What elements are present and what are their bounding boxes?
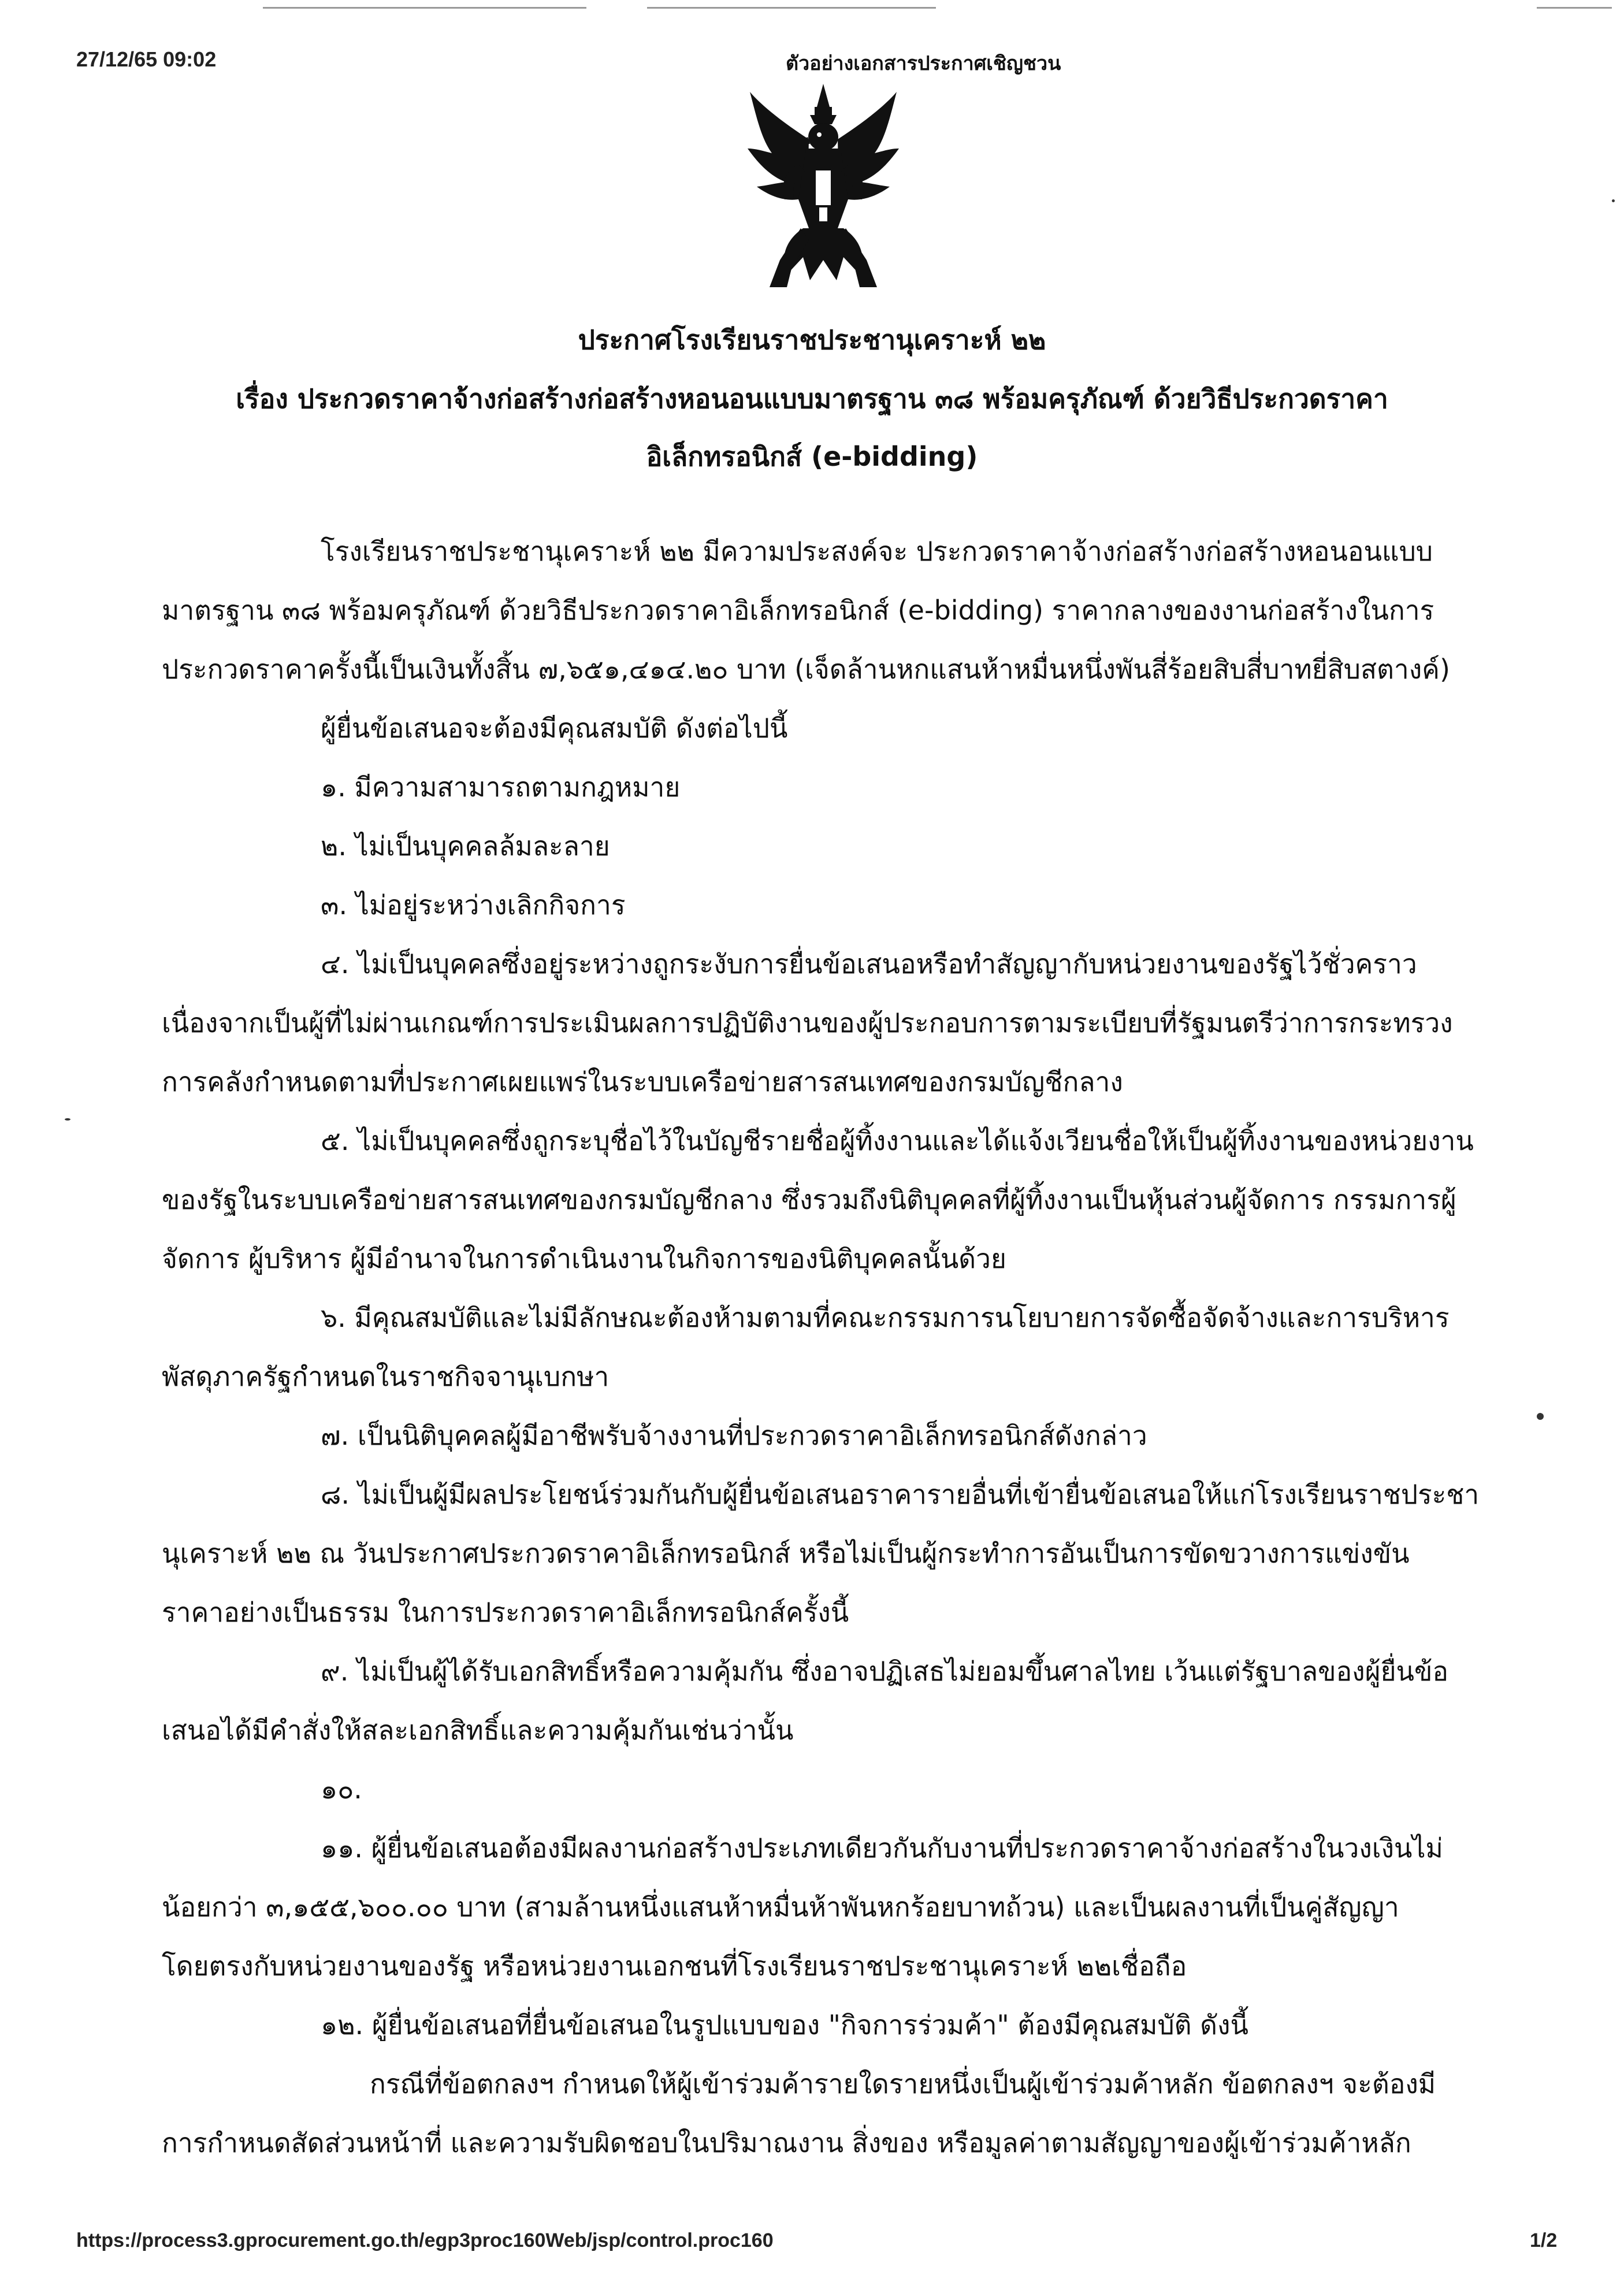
qualification-item: ๙. ไม่เป็นผู้ได้รับเอกสิทธิ์หรือความคุ้มกัน ซึ่งอาจปฏิเสธไม่ยอมขึ้นศาลไทย เว้นแต่รัฐบาลของผู้ยื่นข้อ xyxy=(321,1656,1449,1687)
qualification-item-cont: น้อยกว่า ๓,๑๕๕,๖๐๐.๐๐ บาท (สามล้านหนึ่งแสนห้าหมื่นห้าพันหกร้อยบาทถ้วน) และเป็นผลงานที่เป็นคู่สัญญา xyxy=(162,1891,1399,1923)
announcement-subject: เรื่อง ประกวดราคาจ้างก่อสร้างก่อสร้างหอนอนแบบมาตรฐาน ๓๘ พร้อมครุภัณฑ์ ด้วยวิธีประกวดราคา xyxy=(236,383,1388,414)
qualification-item-cont: นุเคราะห์ ๒๒ ณ วันประกาศประกวดราคาอิเล็กทรอนิกส์ หรือไม่เป็นผู้กระทำการอันเป็นการขัดขวางการแข่งขัน xyxy=(162,1538,1410,1569)
sample-document-label: ตัวอย่างเอกสารประกาศเชิญชวน xyxy=(786,52,1061,75)
qualification-item: ๓. ไม่อยู่ระหว่างเลิกกิจการ xyxy=(321,889,626,921)
announcement-subject-cont: อิเล็กทรอนิกส์ (e-bidding) xyxy=(646,441,978,472)
intro-line: มาตรฐาน ๓๘ พร้อมครุภัณฑ์ ด้วยวิธีประกวดราคาอิเล็กทรอนิกส์ (e-bidding) ราคากลางของงานก่อสร้างในการ xyxy=(162,595,1435,626)
qualification-item: ๖. มีคุณสมบัติและไม่มีลักษณะต้องห้ามตามที่คณะกรรมการนโยบายการจัดซื้อจัดจ้างและการบริหาร xyxy=(321,1302,1450,1333)
qualification-item: ๑. มีความสามารถตามกฎหมาย xyxy=(321,771,681,803)
qualification-item: ๑๒. ผู้ยื่นข้อเสนอที่ยื่นข้อเสนอในรูปแบบของ "กิจการร่วมค้า" ต้องมีคุณสมบัติ ดังนี้ xyxy=(321,2009,1248,2041)
announcement-title: ประกาศโรงเรียนราชประชานุเคราะห์ ๒๒ xyxy=(578,324,1046,355)
qualification-item: ๗. เป็นนิติบุคคลผู้มีอาชีพรับจ้างงานที่ประกวดราคาอิเล็กทรอนิกส์ดังกล่าว xyxy=(321,1420,1147,1451)
qualification-item: ๑๑. ผู้ยื่นข้อเสนอต้องมีผลงานก่อสร้างประเภทเดียวกันกับงานที่ประกวดราคาจ้างก่อสร้างในวงเงินไม่ xyxy=(321,1832,1443,1864)
qualification-item: ๑๐. xyxy=(321,1774,362,1805)
garuda-emblem xyxy=(745,84,901,289)
print-footer-url[interactable]: https://process3.gprocurement.go.th/egp3proc160Web/jsp/control.proc160 xyxy=(76,2229,774,2251)
qualification-item-cont: เสนอได้มีคำสั่งให้สละเอกสิทธิ์และความคุ้มกันเช่นว่านั้น xyxy=(162,1715,794,1746)
qualification-item-cont: พัสดุภาครัฐกำหนดในราชกิจจานุเบกษา xyxy=(162,1361,610,1392)
qualification-item: ๘. ไม่เป็นผู้มีผลประโยชน์ร่วมกันกับผู้ยื่นข้อเสนอราคารายอื่นที่เข้ายื่นข้อเสนอให้แก่โรงเรียนราชประชา xyxy=(321,1479,1480,1510)
qualification-item-cont: เนื่องจากเป็นผู้ที่ไม่ผ่านเกณฑ์การประเมินผลการปฏิบัติงานของผู้ประกอบการตามระเบียบที่รัฐมนตรีว่าการกระทรวง xyxy=(162,1007,1453,1038)
qualification-item-cont: ราคาอย่างเป็นธรรม ในการประกวดราคาอิเล็กทรอนิกส์ครั้งนี้ xyxy=(162,1597,849,1628)
qualification-item-cont: การกำหนดสัดส่วนหน้าที่ และความรับผิดชอบในปริมาณงาน สิ่งของ หรือมูลค่าตามสัญญาของผู้เข้าร่วมค้าหลัก xyxy=(162,2127,1411,2158)
scan-artifact-line xyxy=(263,7,586,9)
scan-artifact-line xyxy=(1537,7,1612,9)
print-page-number: 1/2 xyxy=(1530,2229,1558,2251)
qualification-item-cont: ของรัฐในระบบเครือข่ายสารสนเทศของกรมบัญชีกลาง ซึ่งรวมถึงนิติบุคคลที่ผู้ทิ้งงานเป็นหุ้นส่วนผู้จัดการ กรรมการผู้ xyxy=(162,1184,1456,1215)
garuda-emblem-icon xyxy=(745,84,901,289)
qualification-item-cont: โดยตรงกับหน่วยงานของรัฐ หรือหน่วยงานเอกชนที่โรงเรียนราชประชานุเคราะห์ ๒๒เชื่อถือ xyxy=(162,1950,1187,1982)
scan-speck xyxy=(65,1118,70,1121)
intro-line: ประกวดราคาครั้งนี้เป็นเงินทั้งสิ้น ๗,๖๕๑,๔๑๔.๒๐ บาท (เจ็ดล้านหกแสนห้าหมื่นหนึ่งพันสี่ร้อยสิบสี่บาทยี่สิบสตางค์) xyxy=(162,654,1450,685)
qualification-item: ๒. ไม่เป็นบุคคลล้มละลาย xyxy=(321,830,610,862)
qualification-item-cont: การคลังกำหนดตามที่ประกาศเผยแพร่ในระบบเครือข่ายสารสนเทศของกรมบัญชีกลาง xyxy=(162,1066,1123,1097)
qualification-item-cont: จัดการ ผู้บริหาร ผู้มีอำนาจในการดำเนินงานในกิจการของนิติบุคคลนั้นด้วย xyxy=(162,1243,1006,1274)
qualification-item: ๕. ไม่เป็นบุคคลซึ่งถูกระบุชื่อไว้ในบัญชีรายชื่อผู้ทิ้งงานและได้แจ้งเวียนชื่อให้เป็นผู้ทิ้งงานของหน่วยงาน xyxy=(321,1125,1474,1156)
qualification-item: ๔. ไม่เป็นบุคคลซึ่งอยู่ระหว่างถูกระงับการยื่นข้อเสนอหรือทำสัญญากับหน่วยงานของรัฐไว้ชั่วคราว xyxy=(321,948,1417,980)
qualification-heading: ผู้ยื่นข้อเสนอจะต้องมีคุณสมบัติ ดังต่อไปนี้ xyxy=(321,713,788,744)
qualification-item-cont: กรณีที่ข้อตกลงฯ กำหนดให้ผู้เข้าร่วมค้ารายใดรายหนึ่งเป็นผู้เข้าร่วมค้าหลัก ข้อตกลงฯ จะต้องมี xyxy=(370,2068,1436,2099)
scan-speck xyxy=(1537,1413,1544,1420)
scan-artifact-line xyxy=(647,7,936,9)
print-datetime: 27/12/65 09:02 xyxy=(76,47,217,71)
scan-speck xyxy=(1612,199,1615,202)
intro-line: โรงเรียนราชประชานุเคราะห์ ๒๒ มีความประสงค์จะ ประกวดราคาจ้างก่อสร้างก่อสร้างหอนอนแบบ xyxy=(321,536,1433,567)
